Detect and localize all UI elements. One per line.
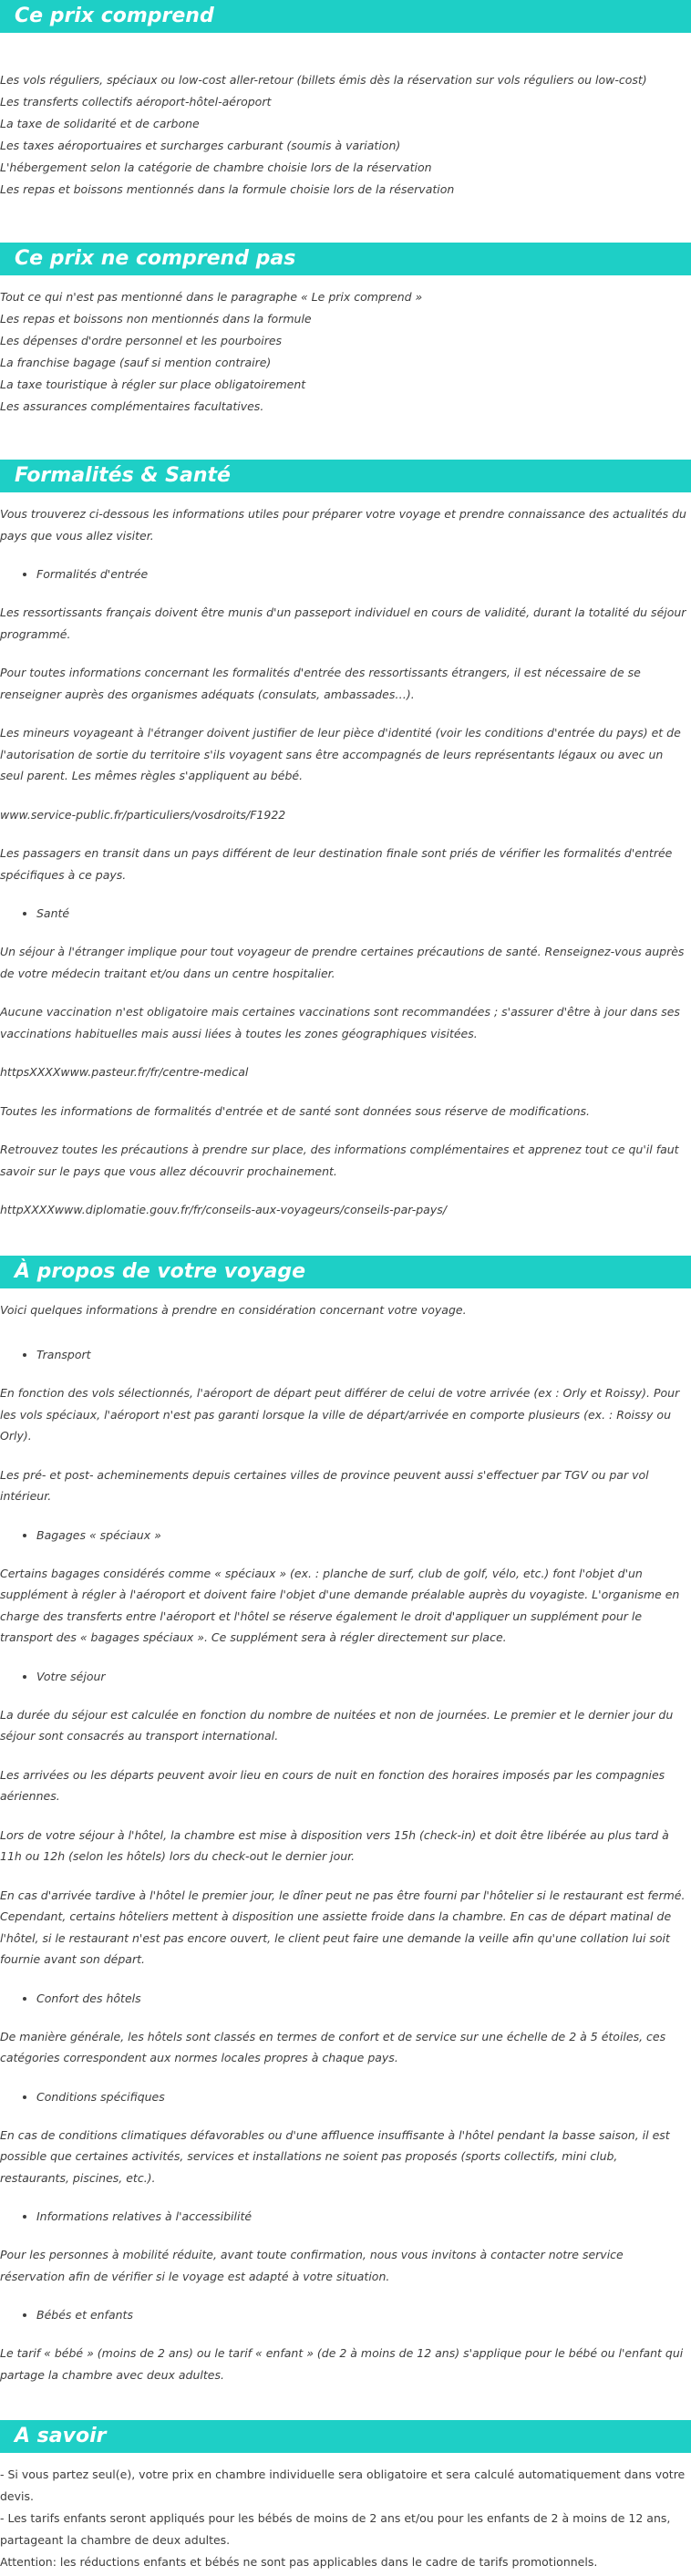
paragraph: Toutes les informations de formalités d'entrée et de santé sont données sous réserve de modifications. bbox=[0, 1103, 591, 1118]
paragraph: De manière générale, les hôtels sont classés en termes de confort et de service sur une échelle de 2 à 5 étoiles, ces catégories correspondent aux normes locales propres à chaque pays. bbox=[0, 2029, 666, 2064]
paragraph: En fonction des vols sélectionnés, l'aéroport de départ peut différer de celui de votre arrivée (ex : Orly et Roissy). Pour les vols spéciaux, l'aéroport n'est pas garanti lorsque la ville de départ/arrivée en comporte plusieurs (ex. : Roissy ou Orly). bbox=[0, 1386, 680, 1443]
paragraph: La durée du séjour est calculée en fonction du nombre de nuitées et non de journées. Le premier et le dernier jour du séjour sont consacrés au transport international. bbox=[0, 1707, 674, 1743]
bullet-list bbox=[0, 1666, 689, 1688]
paragraph: Les arrivées ou les départs peuvent avoir lieu en cours de nuit en fonction des horaires imposés par les compagnies aériennes. bbox=[0, 1767, 665, 1803]
paragraph: Les ressortissants français doivent être munis d'un passeport individuel en cours de validité, durant la totalité du séjour programmé. bbox=[0, 605, 686, 641]
paragraph: Le tarif « bébé » (moins de 2 ans) ou le tarif « enfant » (de 2 à moins de 12 ans) s'applique pour le bébé ou l'enfant qui partage la chambre avec deux adultes. bbox=[0, 2346, 684, 2382]
bullet-accessibility: • Informations relatives à l'accessibilité bbox=[36, 2206, 689, 2228]
bullet-list bbox=[0, 903, 689, 925]
section-title-savoir: A savoir bbox=[0, 2420, 691, 2453]
section-title-not-included: Ce prix ne comprend pas bbox=[0, 243, 691, 275]
paragraph: Pour les personnes à mobilité réduite, avant toute confirmation, nous vous invitons à contacter notre service réservation afin de vérifier si le voyage est adapté à votre situation. bbox=[0, 2248, 624, 2283]
savoir-item: Attention: les réductions enfants et bébés ne sont pas applicables dans le cadre de tarifs promotionnels. bbox=[0, 2555, 598, 2569]
list-item: Les dépenses d'ordre personnel et les pourboires bbox=[0, 334, 283, 347]
savoir-item: - Les tarifs enfants seront appliqués pour les bébés de moins de 2 ans et/ou pour les enfants de 2 à moins de 12 ans, partageant la chambre de deux adultes. bbox=[0, 2511, 671, 2547]
paragraph: Lors de votre séjour à l'hôtel, la chambre est mise à disposition vers 15h (check-in) et doit être libérée au plus tard à 11h ou 12h (selon les hôtels) lors du check-out le dernier jour. bbox=[0, 1827, 669, 1863]
bullet-list bbox=[0, 1525, 689, 1547]
pasteur-link[interactable]: httpsXXXXwww.pasteur.fr/fr/centre-medical bbox=[0, 1065, 249, 1079]
list-item: Les assurances complémentaires facultatives. bbox=[0, 399, 264, 413]
bullet-list bbox=[0, 1344, 689, 1366]
savoir-item: - Si vous partez seul(e), votre prix en chambre individuelle sera obligatoire et sera calculé automatiquement dans votre devis. bbox=[0, 2467, 686, 2503]
list-item: La taxe touristique à régler sur place obligatoirement bbox=[0, 378, 306, 391]
bullet-bebes: • Bébés et enfants bbox=[36, 2304, 689, 2326]
bullet-list bbox=[0, 1988, 689, 2010]
formalities-intro: Vous trouverez ci-dessous les informations utiles pour préparer votre voyage et prendre connaissance des actualités du pays que vous allez visiter. bbox=[0, 507, 686, 543]
paragraph: Les passagers en transit dans un pays différent de leur destination finale sont priés de vérifier les formalités d'entrée spécifiques à ce pays. bbox=[0, 846, 673, 882]
paragraph: Les mineurs voyageant à l'étranger doivent justifier de leur pièce d'identité (voir les conditions d'entrée du pays) et de l'autorisation de sortie du territoire s'ils voyagent sans être accompagnés de leurs représentants légaux ou avec un seul parent. Les mêmes règles s'appliquent au bébé. bbox=[0, 726, 681, 782]
bullet-sejour: • Votre séjour bbox=[36, 1666, 689, 1688]
bullet-confort: • Confort des hôtels bbox=[36, 1988, 689, 2010]
bullet-list bbox=[0, 2206, 689, 2228]
paragraph: En cas de conditions climatiques défavorables ou d'une affluence insuffisante à l'hôtel pendant la basse saison, il est possible que certaines activités, services et installations ne soient pas proposés (sports collectifs, mini club, restaurants, piscines, etc.). bbox=[0, 2127, 670, 2185]
about-intro: Voici quelques informations à prendre en considération concernant votre voyage. bbox=[0, 1302, 467, 1317]
not-included-list bbox=[0, 286, 691, 418]
bullet-entry: • Formalités d'entrée bbox=[36, 564, 689, 585]
section-title-included: Ce prix comprend bbox=[0, 0, 691, 33]
paragraph: Les pré- et post- acheminements depuis certaines villes de province peuvent aussi s'effectuer par TGV ou par vol intérieur. bbox=[0, 1467, 649, 1503]
list-item: La franchise bagage (sauf si mention contraire) bbox=[0, 356, 272, 369]
list-item: Les taxes aéroportuaires et surcharges carburant (soumis à variation) bbox=[0, 139, 401, 152]
bullet-transport: • Transport bbox=[36, 1344, 689, 1366]
bullet-bagages: • Bagages « spéciaux » bbox=[36, 1525, 689, 1547]
list-item: Les transferts collectifs aéroport-hôtel-aéroport bbox=[0, 95, 272, 109]
list-item: Les vols réguliers, spéciaux ou low-cost aller-retour (billets émis dès la réservation sur vols réguliers ou low-cost) bbox=[0, 73, 647, 87]
list-item: La taxe de solidarité et de carbone bbox=[0, 117, 200, 130]
section-title-about: À propos de votre voyage bbox=[0, 1256, 691, 1288]
bullet-conditions: • Conditions spécifiques bbox=[36, 2086, 689, 2108]
savoir-body bbox=[0, 2464, 691, 2573]
paragraph: Certains bagages considérés comme « spéciaux » (ex. : planche de surf, club de golf, vélo, etc.) font l'objet d'un supplément à régler à l'aéroport et doivent faire l'objet d'une demande préalable auprès du voyagiste. L'organisme en charge des transferts entre l'aéroport et l'hôtel se réserve également le droit d'appliquer un supplément pour le transport des « bagages spéciaux ». Ce supplément sera à régler directement sur place. bbox=[0, 1566, 680, 1644]
formalities-body bbox=[0, 503, 691, 1221]
section-title-formalities: Formalités & Santé bbox=[0, 460, 691, 492]
list-item: Tout ce qui n'est pas mentionné dans le paragraphe « Le prix comprend » bbox=[0, 290, 423, 304]
about-body bbox=[0, 1299, 691, 2386]
included-list bbox=[0, 69, 691, 201]
paragraph: Pour toutes informations concernant les formalités d'entrée des ressortissants étrangers, il est nécessaire de se renseigner auprès des organismes adéquats (consulats, ambassades…). bbox=[0, 666, 641, 701]
paragraph: En cas d'arrivée tardive à l'hôtel le premier jour, le dîner peut ne pas être fourni par l'hôtelier si le restaurant est fermé. Cependant, certains hôteliers mettent à disposition une assiette froide dans la chambre. En cas de départ matinal de l'hôtel, si le restaurant n'est pas encore ouvert, le client peut faire une demande la veille afin qu'une collation lui soit fournie avant son départ. bbox=[0, 1888, 686, 1966]
bullet-list bbox=[0, 2304, 689, 2326]
bullet-list bbox=[0, 564, 689, 585]
diplomatie-link[interactable]: httpXXXXwww.diplomatie.gouv.fr/fr/conseils-aux-voyageurs/conseils-par-pays/ bbox=[0, 1203, 447, 1216]
paragraph: Un séjour à l'étranger implique pour tout voyageur de prendre certaines précautions de santé. Renseignez-vous auprès de votre médecin traitant et/ou dans un centre hospitalier. bbox=[0, 945, 685, 980]
service-public-link[interactable]: www.service-public.fr/particuliers/vosdroits/F1922 bbox=[0, 807, 286, 822]
paragraph: Aucune vaccination n'est obligatoire mais certaines vaccinations sont recommandées ; s'assurer d'être à jour dans ses vaccinations habituelles mais aussi liées à toutes les zones géographiques visitées. bbox=[0, 1005, 680, 1040]
bullet-list bbox=[0, 2086, 689, 2108]
list-item: L'hébergement selon la catégorie de chambre choisie lors de la réservation bbox=[0, 160, 432, 174]
bullet-health: • Santé bbox=[36, 903, 689, 925]
list-item: Les repas et boissons non mentionnés dans la formule bbox=[0, 312, 312, 326]
paragraph: Retrouvez toutes les précautions à prendre sur place, des informations complémentaires et apprenez tout ce qu'il faut savoir sur le pays que vous allez découvrir prochainement. bbox=[0, 1143, 679, 1178]
list-item: Les repas et boissons mentionnés dans la formule choisie lors de la réservation bbox=[0, 182, 455, 196]
